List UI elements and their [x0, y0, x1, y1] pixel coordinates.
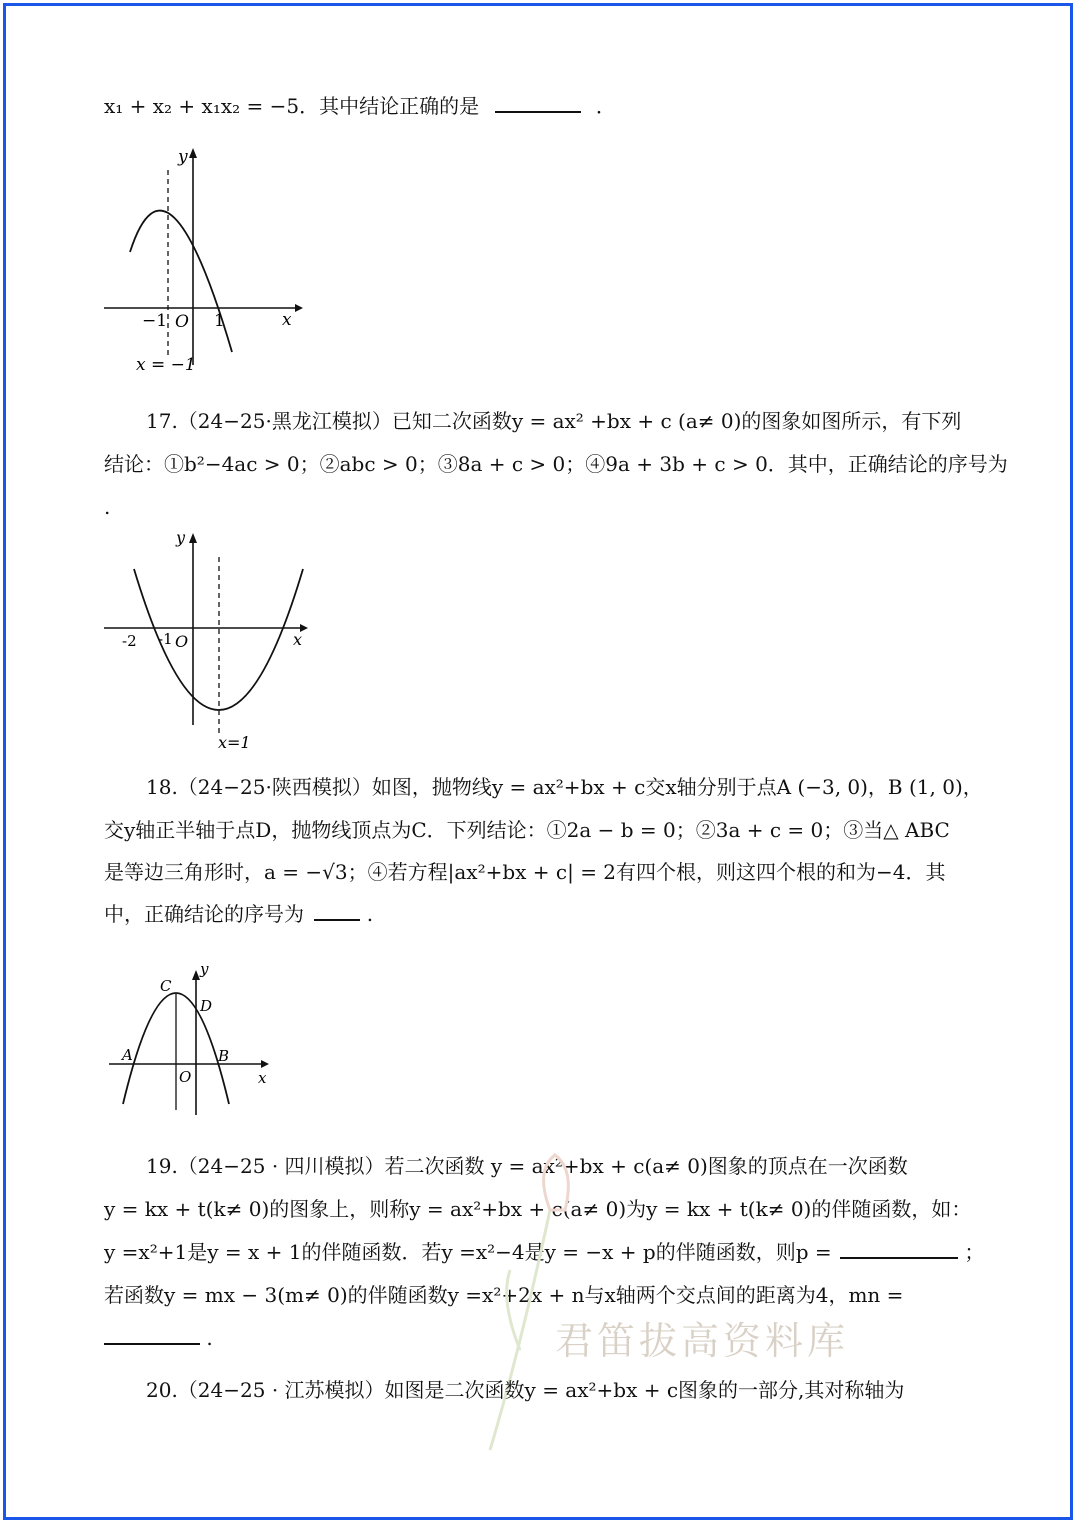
origin-label: O [179, 1068, 192, 1086]
tick-label-1: 1 [214, 311, 225, 331]
figure-18-parabola [105, 958, 285, 1123]
tick-label-neg2: -2 [122, 632, 137, 650]
q17-line-3: . [104, 495, 111, 519]
q16-text: x₁ + x₂ + x₁x₂ = −5．其中结论正确的是 [104, 94, 480, 118]
q18-line-1: 18.（24−25·陕西模拟）如图，抛物线y = ax²+bx + c交x轴分别于点A (−3, 0)，B (1, 0)， [146, 775, 983, 799]
q16-answer-blank[interactable] [495, 93, 581, 113]
tick-label-neg1: -1 [158, 630, 173, 648]
y-axis-label: y [176, 528, 186, 547]
q19-line-5: . [104, 1325, 213, 1351]
y-axis-arrow-icon [189, 533, 197, 543]
symmetry-axis-label: x = −1 [136, 355, 196, 375]
q19-answer-blank-mn[interactable] [104, 1325, 200, 1345]
x-axis-arrow-icon [261, 1060, 269, 1068]
x-axis-label: x [258, 1069, 267, 1087]
point-b-label: B [218, 1047, 230, 1065]
y-axis-arrow-icon [189, 148, 197, 158]
q16-conclusion-line: x₁ + x₂ + x₁x₂ = −5．其中结论正确的是 ． [104, 94, 616, 118]
origin-label: O [175, 312, 189, 332]
q19-line-2: y = kx + t(k≠ 0)的图象上，则称y = ax²+bx + c(a≠ 0)为y = kx + t(k≠ 0)的伴随函数，如： [104, 1197, 972, 1221]
point-d-label: D [200, 997, 213, 1015]
y-axis-arrow-icon [192, 970, 200, 980]
symmetry-axis-label: x=1 [218, 733, 251, 752]
tick-label-neg1: −1 [142, 311, 168, 331]
q19-line-1: 19.（24−25 · 四川模拟）若二次函数 y = ax²+bx + c(a≠ 0)图象的顶点在一次函数 [146, 1154, 908, 1178]
q19-line-3: y =x²+1是y = x + 1的伴随函数．若y =x²−4是y = −x + p的伴随函数，则p = ； [104, 1240, 985, 1264]
origin-label: O [175, 632, 189, 651]
point-c-label: C [160, 977, 172, 995]
q17-line-2: 结论：①b²−4ac > 0；②abc > 0；③8a + c > 0；④9a + 3b + c > 0．其中，正确结论的序号为 [104, 452, 1008, 476]
x-axis-label: x [282, 310, 292, 330]
q19-answer-blank-p[interactable] [840, 1239, 958, 1259]
q17-line-1: 17.（24−25·黑龙江模拟）已知二次函数y = ax² +bx + c (a≠ 0)的图象如图所示，有下列 [146, 409, 962, 433]
q18-line-2: 交y轴正半轴于点D，抛物线顶点为C．下列结论：①2a − b = 0；②3a + c = 0；③当△ ABC [104, 818, 950, 842]
point-a-label: A [122, 1046, 133, 1064]
x-axis-label: x [293, 630, 303, 649]
figure-16-parabola [100, 140, 310, 380]
figure-17-parabola [100, 525, 320, 755]
q18-answer-blank[interactable] [314, 901, 360, 921]
q18-line-3: 是等边三角形时，a = −√3；④若方程|ax²+bx + c| = 2有四个根，则这四个根的和为−4．其 [104, 860, 946, 884]
q20-line-1: 20.（24−25 · 江苏模拟）如图是二次函数y = ax²+bx + c图象的一部分,其对称轴为 [146, 1378, 905, 1402]
y-axis-label: y [178, 147, 188, 167]
y-axis-label: y [200, 960, 209, 978]
watermark-text: 君笛拔高资料库 [555, 1319, 850, 1363]
q19-line-4: 若函数y = mx − 3(m≠ 0)的伴随函数y =x²+2x + n与x轴两个交点间的距离为4，mn = [104, 1283, 904, 1307]
x-axis-arrow-icon [295, 304, 303, 312]
q18-line-4: 中，正确结论的序号为 . [104, 902, 374, 926]
